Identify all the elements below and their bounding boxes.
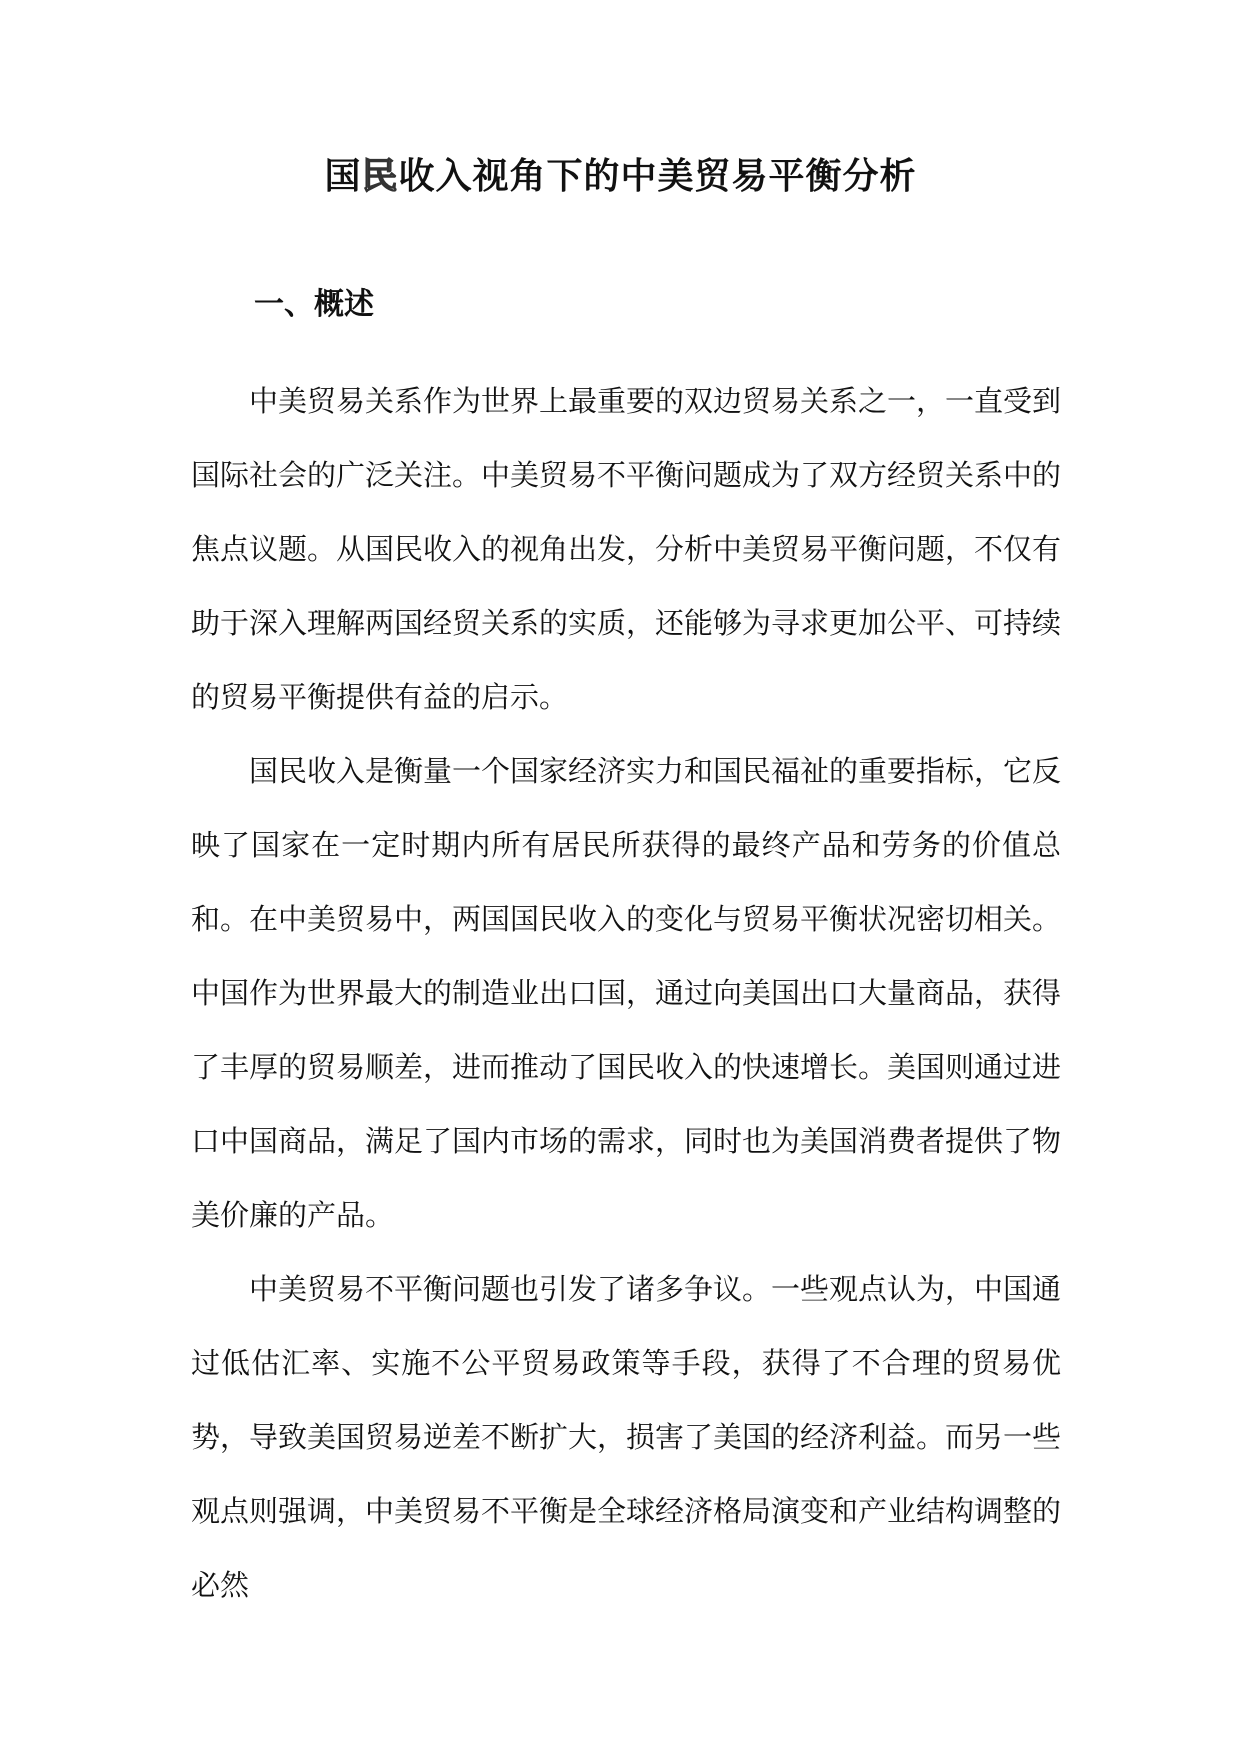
body-text [191, 364, 1061, 1622]
title-part-1: 国 [324, 156, 362, 197]
paragraph-1: 中美贸易关系作为世界上最重要的双边贸易关系之一，一直受到国际社会的广泛关注。中美贸易不平衡问题成为了双方经贸关系中的焦点议题。从国民收入的视角出发，分析中美贸易平衡问题，不仅有助于深入理解两国经贸关系的实质，还能够为寻求更加公平、可持续的贸易平衡提供有益的启示。 [191, 384, 1062, 714]
paragraph-3: 中美贸易不平衡问题也引发了诸多争议。一些观点认为，中国通过低估汇率、实施不公平贸易政策等手段，获得了不合理的贸易优势，导致美国贸易逆差不断扩大，损害了美国的经济利益。而另一些观点则强调，中美贸易不平衡是全球经济格局演变和产业结构调整的必然 [191, 1272, 1062, 1602]
section-heading: 一、概述 [254, 287, 374, 322]
paragraph-2: 国民收入是衡量一个国家经济实力和国民福祉的重要指标，它反映了国家在一定时期内所有居民所获得的最终产品和劳务的价值总和。在中美贸易中，两国国民收入的变化与贸易平衡状况密切相关。中国作为世界最大的制造业出口国，通过向美国出口大量商品，获得了丰厚的贸易顺差，进而推动了国民收入的快速增长。美国则通过进口中国商品，满足了国内市场的需求，同时也为美国消费者提供了物美价廉的产品。 [191, 754, 1062, 1232]
title-outlined-character: 民 [361, 156, 399, 197]
title-part-2: 收入视角下的中美贸易平衡分析 [398, 156, 917, 197]
document-title [0, 152, 1241, 202]
